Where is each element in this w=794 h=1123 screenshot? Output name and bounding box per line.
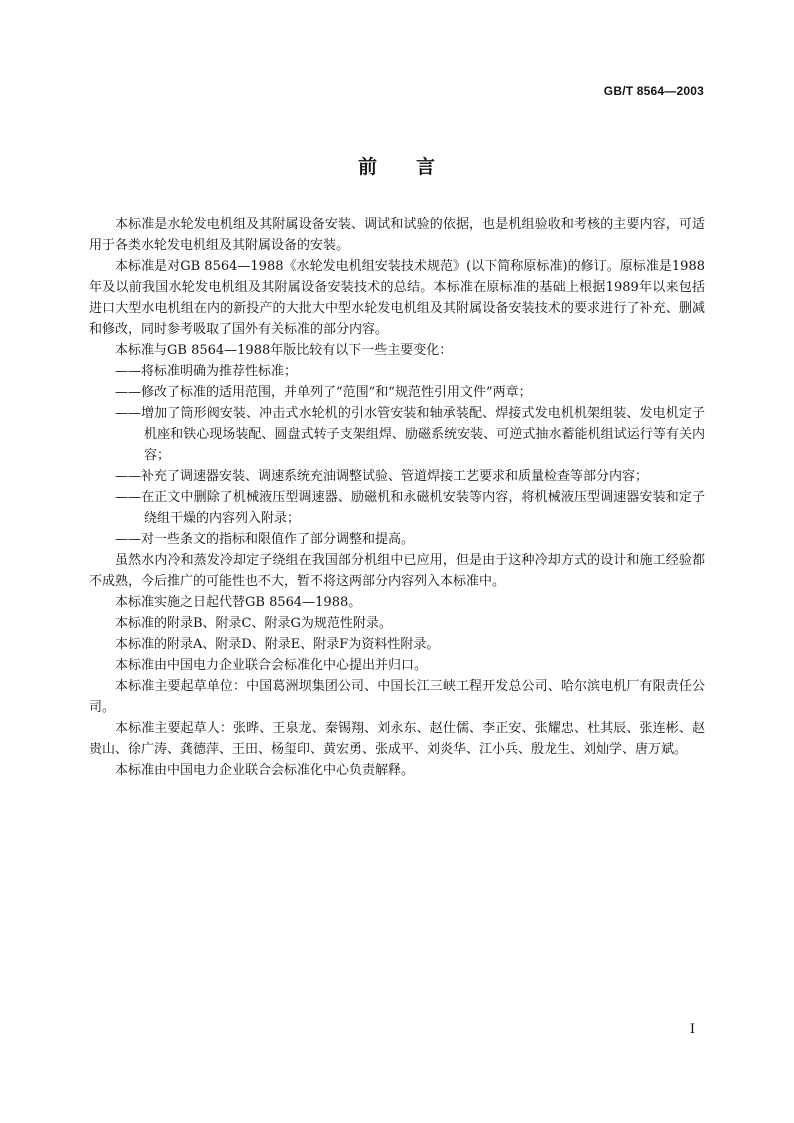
paragraph-scope: 本标准是水轮发电机组及其附属设备安装、调试和试验的依据，也是机组验收和考核的主要内容，可适用于各类水轮发电机组及其附属设备的安装。: [89, 217, 705, 253]
paragraph-normative-annexes: 本标准的附录B、附录C、附录G为规范性附录。: [115, 616, 392, 631]
foreword-body: [89, 214, 705, 781]
paragraph-replaces: 本标准实施之日起代替GB 8564—1988。: [115, 595, 362, 610]
paragraph-drafters: 本标准主要起草人：张晔、王泉龙、秦锡翔、刘永东、赵仕儒、李正安、张耀忠、杜其辰、张连彬、赵贵山、徐广涛、龚德萍、王田、杨玺印、黄宏勇、张成平、刘炎华、江小兵、殷龙生、刘灿学、唐万斌。: [89, 721, 705, 757]
list-item: ——修改了标准的适用范围，并单列了“范围”和“规范性引用文件”两章；: [115, 385, 532, 400]
page-title: [0, 152, 794, 179]
list-item: ——补充了调速器安装、调速系统充油调整试验、管道焊接工艺要求和质量检查等部分内容；: [115, 469, 649, 484]
list-item: ——增加了筒形阀安装、冲击式水轮机的引水管安装和轴承装配、焊接式发电机机架组装、发电机定子机座和铁心现场装配、圆盘式转子支架组焊、励磁系统安装、可逆式抽水蓄能机组试运行等有关内容；: [115, 406, 705, 463]
paragraph-proposer: 本标准由中国电力企业联合会标准化中心提出并归口。: [115, 658, 428, 673]
paragraph-informative-annexes: 本标准的附录A、附录D、附录E、附录F为资料性附录。: [115, 637, 440, 652]
list-item: ——在正文中删除了机械液压型调速器、励磁机和永磁机安装等内容，将机械液压型调速器安装和定子绕组干燥的内容列入附录；: [115, 490, 705, 526]
standard-code: GB/T 8564—2003: [603, 84, 704, 98]
paragraph-cooling-note: 虽然水内冷和蒸发冷却定子绕组在我国部分机组中已应用，但是由于这种冷却方式的设计和施工经验都不成熟，今后推广的可能性也不大，暂不将这两部分内容列入本标准中。: [89, 553, 705, 589]
page-number: I: [689, 1022, 695, 1037]
title-char-1: 前: [357, 156, 378, 178]
list-item: ——对一些条文的指标和限值作了部分调整和提高。: [115, 532, 415, 547]
paragraph-changes-intro: 本标准与GB 8564—1988年版比较有以下一些主要变化：: [115, 343, 453, 358]
paragraph-interpretation: 本标准由中国电力企业联合会标准化中心负责解释。: [115, 763, 415, 778]
list-item: ——将标准明确为推荐性标准；: [115, 364, 298, 379]
paragraph-revision: 本标准是对GB 8564—1988《水轮发电机组安装技术规范》(以下简称原标准)的修订。原标准是1988年及以前我国水轮发电机组及其附属设备安装技术的总结。本标准在原标准的基础上根据1989年以来包括进口大型水电机组在内的新投产的大批大中型水轮发电机组及其附属设备安装技术的要求进行了补充、删减和修改，同时参考吸取了国外有关标准的部分内容。: [89, 259, 705, 337]
paragraph-drafting-units: 本标准主要起草单位：中国葛洲坝集团公司、中国长江三峡工程开发总公司、哈尔滨电机厂有限责任公司。: [89, 679, 705, 715]
title-char-2: 言: [416, 156, 437, 178]
